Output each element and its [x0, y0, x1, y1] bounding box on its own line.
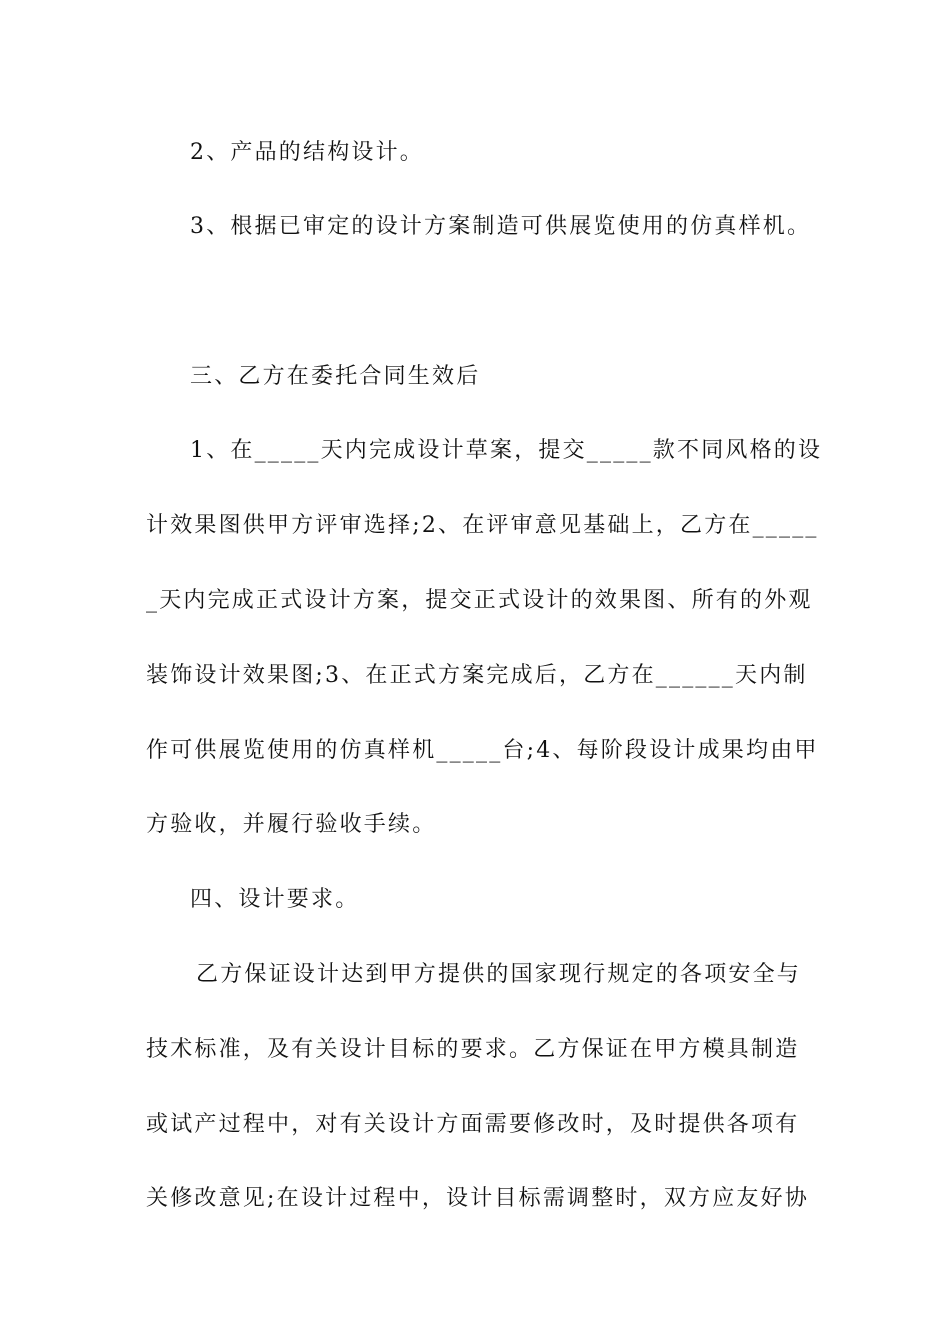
paragraph-line: _天内完成正式设计方案，提交正式设计的效果图、所有的外观 [146, 588, 813, 613]
section-heading-4: 四、设计要求。 [190, 887, 360, 912]
section-heading-3: 三、乙方在委托合同生效后 [190, 364, 481, 389]
paragraph-line: 或试产过程中，对有关设计方面需要修改时，及时提供各项有 [146, 1112, 800, 1137]
paragraph-line: 装饰设计效果图;3、在正式方案完成后，乙方在______天内制 [146, 663, 808, 688]
paragraph-line: 计效果图供甲方评审选择;2、在评审意见基础上，乙方在_____ [146, 513, 819, 538]
paragraph-line: 1、在_____天内完成设计草案，提交_____款不同风格的设 [190, 438, 823, 463]
paragraph-line: 作可供展览使用的仿真样机_____台;4、每阶段设计成果均由甲 [146, 738, 819, 763]
list-item-3-prototype: 3、根据已审定的设计方案制造可供展览使用的仿真样机。 [190, 214, 812, 239]
list-item-2-product-structure: 2、产品的结构设计。 [190, 140, 424, 165]
paragraph-line: 技术标准，及有关设计目标的要求。乙方保证在甲方模具制造 [146, 1037, 800, 1062]
paragraph-line: 乙方保证设计达到甲方提供的国家现行规定的各项安全与 [196, 962, 802, 987]
paragraph-line: 方验收，并履行验收手续。 [146, 812, 437, 837]
paragraph-line: 关修改意见;在设计过程中，设计目标需调整时，双方应友好协 [146, 1186, 810, 1211]
